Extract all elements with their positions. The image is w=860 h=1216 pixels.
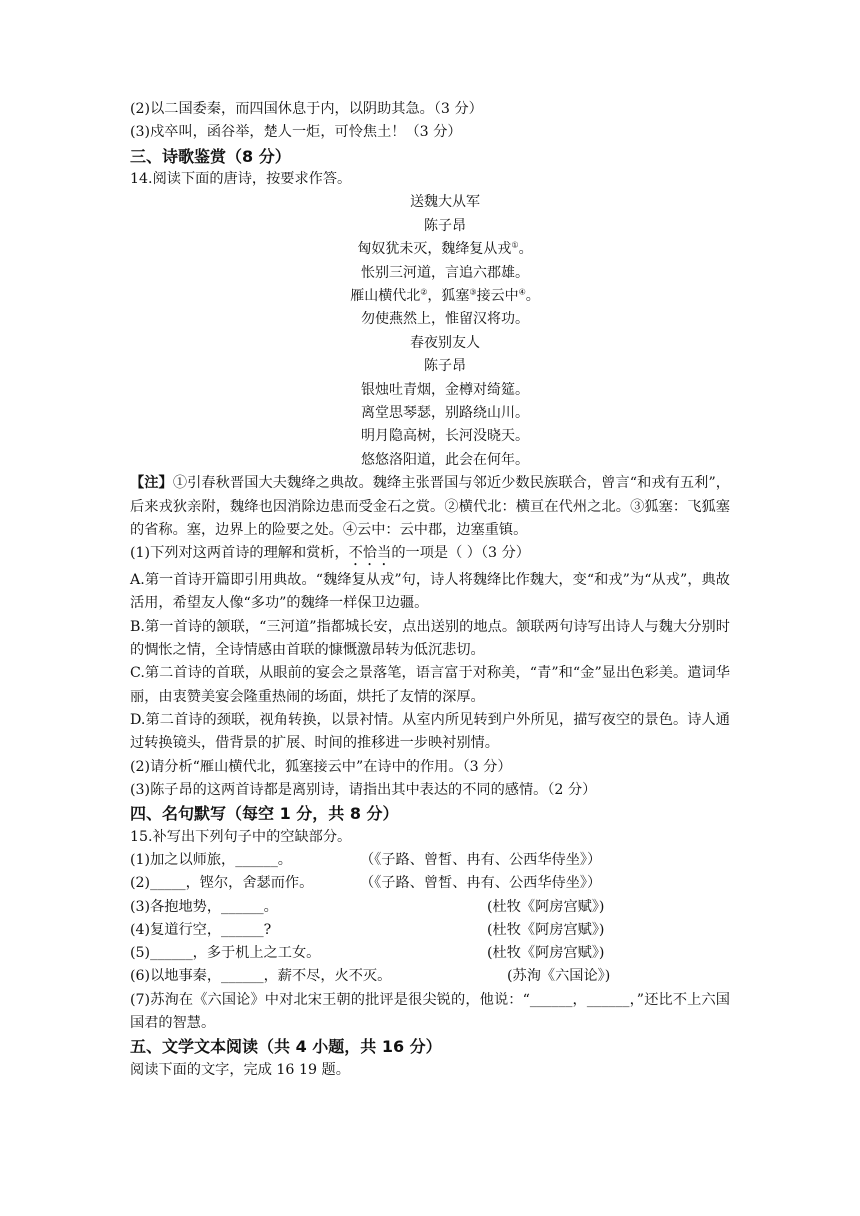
question-15-intro: 15.补写出下列句子中的空缺部分。 <box>130 828 352 845</box>
poem-2-line-4: 悠悠洛阳道，此会在何年。 <box>361 451 529 468</box>
section-4-heading: 四、名句默写（每空 1 分，共 8 分） <box>130 804 399 824</box>
poem-1-line-4: 勿使燕然上，惟留汉将功。 <box>361 311 529 328</box>
poem-2-line-2: 离堂思琴瑟，别路绕山川。 <box>361 405 529 422</box>
question-13-2: (2)以二国委秦，而四国休息于内，以阴助其急。（3 分） <box>130 101 483 117</box>
poem-1-line-2: 怅别三河道，言追六郡雄。 <box>361 264 529 281</box>
fill-item-5: (5)______，多于机上之工女。 (杜牧《阿房宫赋》) <box>130 945 605 962</box>
fill-item-4: (4)复道行空，______? (杜牧《阿房宫赋》) <box>130 921 605 938</box>
question-14-2: (2)请分析“雁山横代北，狐塞接云中”在诗中的作用。（3 分） <box>130 758 512 775</box>
emphasis-not-appropriate: 不恰当 <box>348 545 392 562</box>
poem-notes <box>130 472 730 542</box>
fill-item-7: (7)苏洵在《六国论》中对北宋王朝的批评是很尖锐的，他说：“______，______，”还比不上六国国君的智慧。 <box>130 991 730 1031</box>
section-5-intro: 阅读下面的文字，完成 16 19 题。 <box>130 1061 350 1078</box>
poem-2-line-1: 银烛吐青烟，金樽对绮筵。 <box>361 381 529 398</box>
fill-item-1: (1)加之以师旅，______。 （《子路、曾皙、冉有、公西华侍坐》） <box>130 851 602 868</box>
option-d: D.第二首诗的颈联，视角转换，以景衬情。从室内所见转到户外所见，描写夜空的景色。诗人通过转换镜头，借背景的扩展、时间的推移进一步映衬别情。 <box>130 711 730 752</box>
poem-1-author: 陈子昂 <box>424 217 466 234</box>
section-3-heading: 三、诗歌鉴赏（8 分） <box>130 146 291 166</box>
question-14-1: (1)下列对这两首诗的理解和赏析，不恰当的一项是（ ）（3 分） <box>130 545 530 562</box>
option-c: C.第二首诗的首联，从眼前的宴会之景落笔，语言富于对称美，“青”和“金”显出色彩美。遣词华丽，由衷赞美宴会隆重热闹的场面，烘托了友情的深厚。 <box>130 665 730 705</box>
poem-2 <box>130 332 730 472</box>
fill-item-6: (6)以地事秦，______，薪不尽，火不灭。 (苏洵《六国论》) <box>130 968 611 985</box>
poem-1-line-3: 雁山横代北②，狐塞③接云中④。 <box>350 287 540 305</box>
poem-2-author: 陈子昂 <box>424 358 466 375</box>
document-page <box>130 98 730 1082</box>
poem-1 <box>130 191 730 331</box>
question-14-3: (3)陈子昂的这两首诗都是离别诗，请指出其中表达的不同的感情。（2 分） <box>130 781 597 798</box>
option-b: B.第一首诗的颔联，“三河道”指都城长安，点出送别的地点。颔联两句诗写出诗人与魏大分别时的惆怅之情，全诗情感由首联的慷慨激昂转为低沉悲切。 <box>130 618 730 659</box>
fill-item-3: (3)各抱地势，______。 (杜牧《阿房宫赋》) <box>130 898 605 915</box>
option-a: A.第一首诗开篇即引用典故。“魏绛复从戎”句，诗人将魏绛比作魏大，变“和戎”为“从戎”，典故活用，希望友人像“多功”的魏绛一样保卫边疆。 <box>130 572 730 612</box>
poem-2-line-3: 明月隐高树，长河没晓天。 <box>361 428 529 445</box>
poem-1-line-1: 匈奴犹未灭，魏绛复从戎①。 <box>357 240 533 258</box>
poem-1-title: 送魏大从军 <box>410 194 480 211</box>
poem-2-title: 春夜别友人 <box>410 334 480 351</box>
section-5-heading: 五、文学文本阅读（共 4 小题，共 16 分） <box>130 1037 442 1057</box>
note-text: ①引春秋晋国大夫魏绛之典故。魏绛主张晋国与邻近少数民族联合，曾言“和戎有五利”，后来戎狄亲附，魏绛也因消除边患而受金石之赏。②横代北：横亘在代州之北。③狐塞：飞狐塞的省称。塞，边界上的险要之处。④云中：云中郡，边塞重镇。 <box>130 475 730 538</box>
question-14-intro: 14.阅读下面的唐诗，按要求作答。 <box>130 171 352 188</box>
note-label: 【注】 <box>130 475 173 492</box>
fill-item-2: (2)_____，铿尔，舍瑟而作。 （《子路、曾皙、冉有、公西华侍坐》） <box>130 875 602 892</box>
question-13-3: (3)戍卒叫，函谷举，楚人一炬，可怜焦土！（3 分） <box>130 124 462 141</box>
